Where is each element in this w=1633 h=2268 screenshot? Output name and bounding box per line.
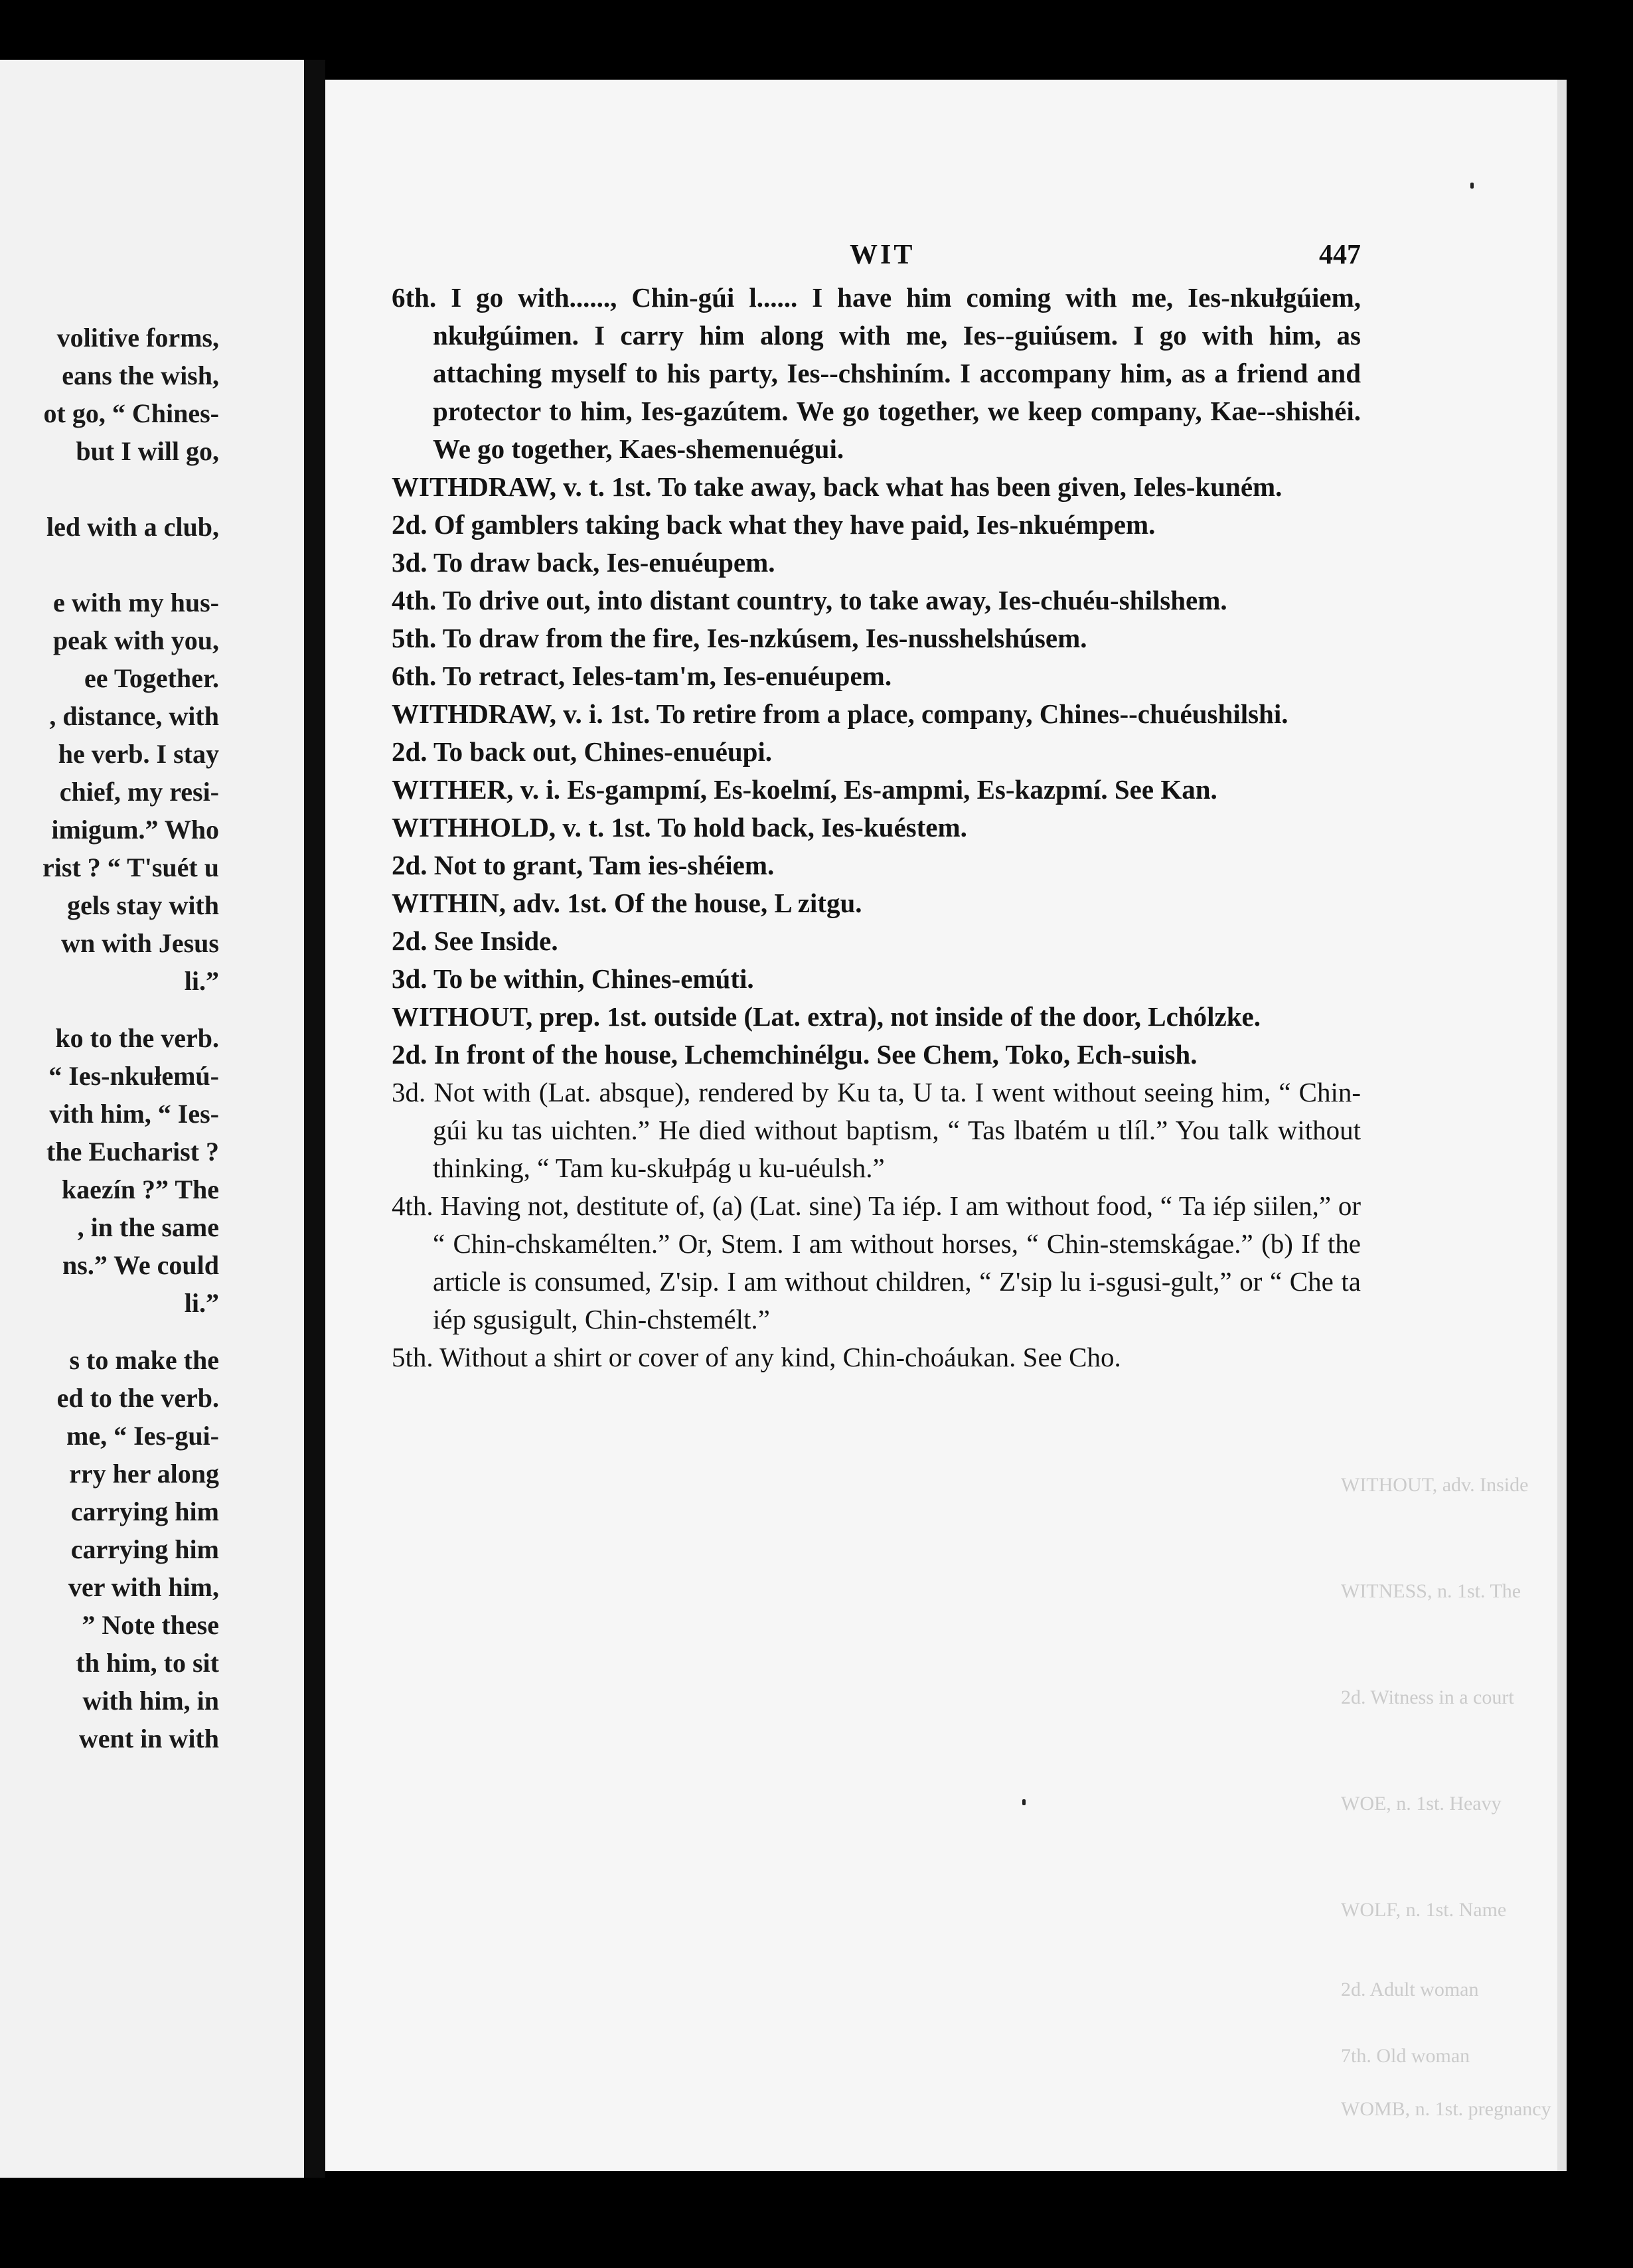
left-page-fragment <box>0 60 304 2178</box>
bleed-line: 7th. Old woman <box>1341 2045 1470 2067</box>
dictionary-entry: WITHDRAW, v. i. 1st. To retire from a place, company, Chines--chuéushilshi. <box>392 698 1288 729</box>
left-line: s to make the <box>69 1345 219 1375</box>
left-line: carrying him <box>70 1534 219 1564</box>
dictionary-entry: 2d. In front of the house, Lchemchinélgu. See Chem, Toko, Ech-suish. <box>392 1039 1198 1070</box>
dictionary-entry: 2d. Of gamblers taking back what they have paid, Ies-nkuémpem. <box>392 509 1156 540</box>
left-line: , in the same <box>77 1212 219 1242</box>
right-page <box>325 80 1567 2171</box>
left-line: led with a club, <box>46 512 219 542</box>
left-line: , distance, with <box>49 701 219 731</box>
bleed-line: WOLF, n. 1st. Name <box>1341 1899 1507 1921</box>
bleed-line: WOE, n. 1st. Heavy <box>1341 1793 1502 1815</box>
left-line: ns.” We could <box>62 1250 219 1280</box>
dictionary-entry: WITHER, v. i. Es-gampmí, Es-koelmí, Es-ampmi, Es-kazpmí. See Kan. <box>392 774 1217 805</box>
page-number: 447 <box>1319 240 1361 270</box>
dictionary-entry: 2d. Not to grant, Tam ies-shéiem. <box>392 850 775 880</box>
dictionary-entry: 6th. I go with......, Chin-gúi l...... I have him coming with me, Ies-nkułgúiem, nkułgúimen. I carry him along with me, Ies--guiúsem. I go with him, as attaching myself to his party, Ies--chshiním. I accompany him, as a friend and protector to him, Ies-gazútem. We go together, we keep company, Kae--shishéi. We go together, Kaes-shemenuégui. <box>392 282 1361 464</box>
scan-speck <box>1470 183 1474 189</box>
left-line: “ Ies-nkułemú- <box>48 1061 219 1091</box>
left-line: eans the wish, <box>62 361 219 390</box>
dictionary-entry: 4th. Having not, destitute of, (a) (Lat. sine) Ta iép. I am without food, “ Ta iép siilen,” or “ Chin-chskamélten.” Or, Stem. I am without horses, “ Chin-stemskágae.” (b) If the article is consumed, Z'sip. I am without children, “ Z'sip lu i-sgusi-gult,” or “ Che ta iép sgusigult, Chin-chstemélt.” <box>392 1190 1361 1335</box>
dictionary-entry: 3d. To draw back, Ies-enuéupem. <box>392 547 775 578</box>
left-line: ot go, “ Chines- <box>43 398 219 428</box>
left-line: th him, to sit <box>76 1648 219 1678</box>
dictionary-entry: 4th. To drive out, into distant country, to take away, Ies-chuéu-shilshem. <box>392 585 1227 615</box>
dictionary-entry: 3d. To be within, Chines-emúti. <box>392 963 754 994</box>
scan-speck <box>1022 1799 1026 1805</box>
left-line: li.” <box>184 966 219 996</box>
left-line: wn with Jesus <box>61 928 219 958</box>
dictionary-entry: 5th. To draw from the fire, Ies-nzkúsem, Ies-nusshelshúsem. <box>392 623 1087 653</box>
running-head: WIT <box>850 240 915 270</box>
left-line: rry her along <box>69 1459 219 1489</box>
left-line: carrying him <box>70 1497 219 1526</box>
left-line: e with my hus- <box>52 588 219 617</box>
page-edge-shadow <box>1557 80 1567 2171</box>
left-line: but I will go, <box>76 436 219 466</box>
bleed-line: WITHOUT, adv. Inside <box>1341 1474 1529 1496</box>
left-line: me, “ Ies-gui- <box>66 1421 219 1451</box>
dictionary-entry: 2d. See Inside. <box>392 926 558 956</box>
bleed-line: WITNESS, n. 1st. The <box>1341 1580 1521 1602</box>
left-line: went in with <box>78 1724 219 1753</box>
dictionary-entry: WITHHOLD, v. t. 1st. To hold back, Ies-kuéstem. <box>392 812 967 843</box>
bleed-line: WOMB, n. 1st. pregnancy <box>1341 2098 1551 2120</box>
dictionary-entry: WITHIN, adv. 1st. Of the house, L zitgu. <box>392 888 862 918</box>
left-line: peak with you, <box>52 625 219 655</box>
left-line: gels stay with <box>67 890 219 920</box>
left-line: ed to the verb. <box>56 1383 219 1413</box>
dictionary-entry: 3d. Not with (Lat. absque), rendered by Ku ta, U ta. I went without seeing him, “ Chin-gúi ku tas uichten.” He died without baptism, “ Tas lbatém u tlíl.” You talk without thinking, “ Tam ku-skułpág u ku-uéulsh.” <box>392 1077 1361 1183</box>
left-line: vith him, “ Ies- <box>49 1099 219 1129</box>
dictionary-entry: 2d. To back out, Chines-enuéupi. <box>392 736 773 767</box>
left-line: rist ? “ T'suét u <box>42 852 219 882</box>
left-line: he verb. I stay <box>58 739 219 769</box>
left-line: ko to the verb. <box>55 1023 219 1053</box>
dictionary-entry: WITHDRAW, v. t. 1st. To take away, back what has been given, Ieles-kuném. <box>392 471 1283 502</box>
left-line: kaezín ?” The <box>61 1174 219 1204</box>
left-line: ee Together. <box>84 663 219 693</box>
left-line: ” Note these <box>82 1610 219 1640</box>
dictionary-entries <box>392 279 1361 1376</box>
left-line: ver with him, <box>68 1572 219 1602</box>
bleed-line: 2d. Witness in a court <box>1341 1686 1514 1708</box>
left-line: imigum.” Who <box>51 815 219 845</box>
dictionary-entry: 6th. To retract, Ieles-tam'm, Ies-enuéupem. <box>392 661 892 691</box>
dictionary-entry: 5th. Without a shirt or cover of any kind, Chin-choáukan. See Cho. <box>392 1342 1121 1372</box>
left-line: volitive forms, <box>56 323 219 353</box>
left-line: the Eucharist ? <box>46 1137 219 1167</box>
dictionary-entry: WITHOUT, prep. 1st. outside (Lat. extra), not inside of the door, Lchólzke. <box>392 1001 1261 1032</box>
book-gutter <box>304 60 325 2178</box>
left-line: with him, in <box>82 1686 219 1716</box>
left-line: chief, my resi- <box>59 777 219 807</box>
page-header <box>325 239 1361 279</box>
bleed-line: 2d. Adult woman <box>1341 1979 1479 2000</box>
left-line: li.” <box>184 1288 219 1318</box>
